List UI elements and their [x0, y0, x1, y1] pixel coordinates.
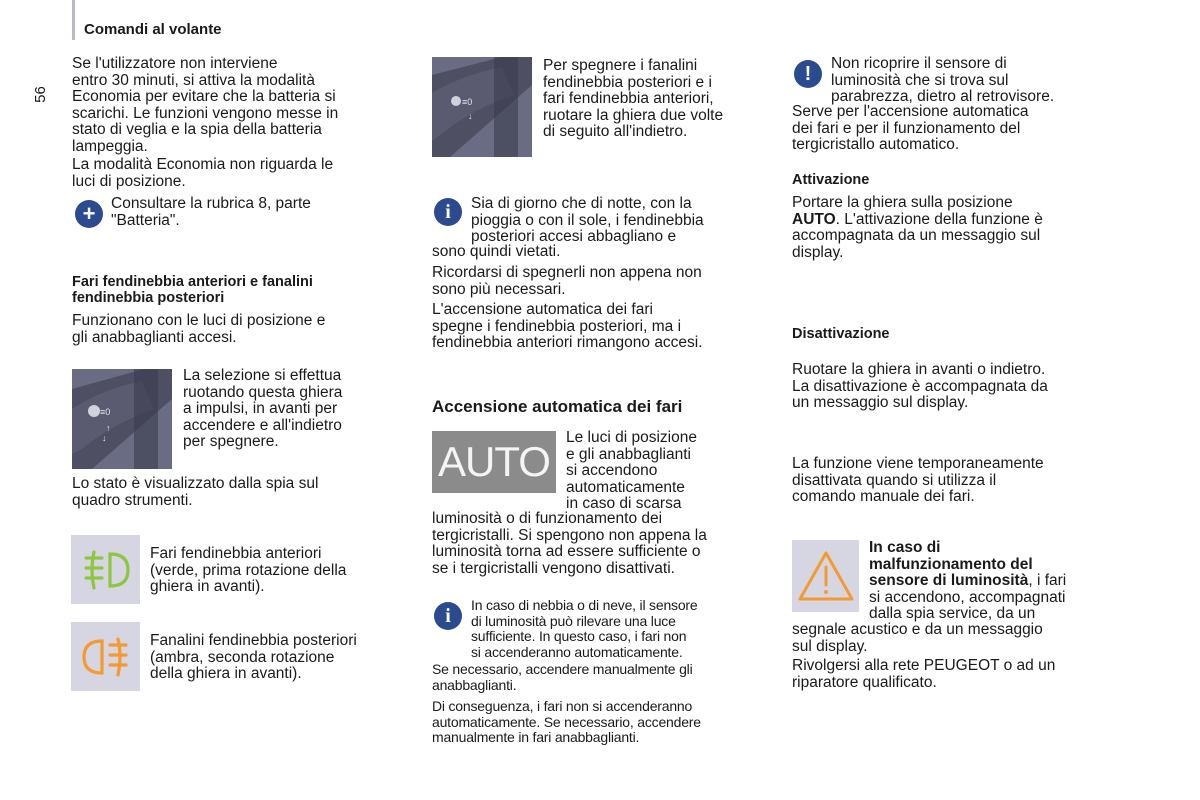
line: Sia di giorno che di notte, con la	[471, 195, 692, 212]
line: L'accensione automatica dei fari	[432, 301, 653, 318]
line: In caso di nebbia o di neve, il sensore	[471, 597, 698, 613]
line: si accendono, accompagnati	[869, 588, 1066, 606]
line: in caso di scarsa	[566, 495, 682, 512]
auto-headlights-fog-paragraph	[432, 302, 703, 352]
line: Serve per l'accensione automatica	[792, 103, 1029, 120]
line: La funzione viene temporaneamente	[792, 455, 1044, 472]
line: entro 30 minuti, si attiva la modalità	[72, 71, 315, 89]
line: Lo stato è visualizzato dalla spia sul	[72, 475, 319, 492]
line	[869, 573, 1066, 590]
line: scarichi. Le funzioni vengono messe in	[72, 104, 339, 122]
line: La disattivazione è accompagnata da	[792, 377, 1048, 395]
line: Ruotare la ghiera in avanti o indietro.	[792, 361, 1046, 378]
line: (verde, prima rotazione della	[150, 561, 347, 579]
line: Fari fendinebbia anteriori	[150, 545, 322, 562]
header-accent-bar	[72, 0, 75, 40]
line: sono più necessari.	[432, 280, 566, 298]
deactivation-paragraph	[792, 362, 1048, 412]
temporary-deactivation-paragraph	[792, 456, 1044, 506]
fog-usage-info-cont: sono quindi vietati.	[432, 243, 561, 260]
line: ghiera in avanti).	[150, 578, 265, 595]
fog-lights-paragraph	[72, 313, 325, 346]
line: Fari fendinebbia anteriori e fanalini	[72, 274, 313, 290]
line: luci di posizione.	[72, 172, 186, 190]
line: posteriori accesi abbagliano e	[471, 228, 677, 245]
deactivation-heading: Disattivazione	[792, 326, 890, 342]
line: sul display.	[792, 637, 868, 655]
line: Se necessario, accendere manualmente gli	[432, 661, 693, 677]
warning-exclamation-icon: !	[794, 60, 822, 88]
line: luminosità o di funzionamento dei	[432, 510, 663, 527]
line: segnale acustico e da un messaggio	[792, 621, 1043, 638]
line: disattivata quando si utilizza il	[792, 471, 997, 489]
line: display.	[792, 243, 844, 261]
svg-text:≡0: ≡0	[100, 407, 111, 417]
line: Le luci di posizione	[566, 429, 697, 446]
sensor-malfunction-cont	[792, 622, 1043, 655]
dealer-network-paragraph	[792, 658, 1055, 691]
info-icon: i	[434, 602, 462, 630]
section-title: Comandi al volante	[84, 21, 222, 38]
line: lampeggia.	[72, 137, 148, 155]
line: si accenderanno automaticamente.	[471, 643, 683, 660]
page-number: 56	[31, 86, 49, 103]
line: accompagnata da un messaggio sul	[792, 227, 1041, 244]
line: anabbaglianti.	[432, 676, 517, 693]
line: spegne i fendinebbia posteriori, ma i	[432, 317, 682, 335]
svg-text:↓: ↓	[102, 433, 107, 443]
fog-snow-info-cont	[432, 662, 693, 693]
line: riparatore qualificato.	[792, 673, 937, 691]
line: Ricordarsi di spegnerli non appena non	[432, 264, 702, 281]
line-rest: , i fari	[1028, 572, 1067, 589]
plus-icon: +	[75, 200, 103, 228]
line: automaticamente. Se necessario, accendere	[432, 713, 701, 730]
selection-instruction	[183, 368, 342, 451]
svg-text:↓: ↓	[468, 111, 473, 121]
line: un messaggio sul display.	[792, 394, 969, 411]
battery-reference-note	[111, 196, 311, 229]
line: malfunzionamento del	[869, 555, 1033, 573]
sensor-warning	[831, 56, 1054, 106]
line: ruotando questa ghiera	[183, 383, 343, 401]
line: In caso di	[869, 539, 941, 556]
fog-usage-info	[471, 196, 704, 246]
line: Consultare la rubrica 8, parte	[111, 195, 311, 212]
line: sufficiente. In questo caso, i fari non	[471, 628, 687, 644]
line: manualmente in fari anabbaglianti.	[432, 729, 640, 745]
line: "Batteria".	[111, 211, 180, 229]
economy-note-paragraph	[72, 157, 333, 190]
fog-lights-heading	[72, 274, 313, 306]
line: stato di veglia e la spia della batteria	[72, 121, 322, 138]
line: Di conseguenza, i fari non si accenderanno	[432, 698, 693, 714]
auto-description	[566, 430, 697, 513]
economy-paragraph	[72, 56, 338, 155]
line: Se l'utilizzatore non interviene	[72, 55, 278, 72]
line: luminosità che si trova sul	[831, 71, 1009, 89]
line: fendinebbia posteriori	[72, 290, 225, 306]
info-icon: i	[434, 198, 462, 226]
line: fari fendinebbia anteriori,	[543, 90, 714, 107]
svg-text:≡0: ≡0	[462, 97, 473, 107]
status-paragraph	[72, 476, 318, 509]
line: Per spegnere i fanalini	[543, 57, 698, 74]
line: Non ricoprire il sensore di	[831, 55, 1007, 72]
front-fog-description	[150, 546, 346, 596]
line: comando manuale dei fari.	[792, 488, 975, 505]
line: Fanalini fendinebbia posteriori	[150, 632, 357, 649]
line: dalla spia service, da un	[869, 605, 1036, 622]
auto-description-cont	[432, 511, 707, 577]
line: ruotare la ghiera due volte	[543, 106, 724, 124]
line	[792, 212, 1043, 229]
svg-text:↑: ↑	[106, 423, 111, 433]
line: si accendono	[566, 462, 658, 479]
line: per spegnere.	[183, 433, 279, 450]
activation-heading: Attivazione	[792, 172, 870, 188]
line: (ambra, seconda rotazione	[150, 648, 335, 666]
activation-paragraph	[792, 195, 1043, 261]
line: Rivolgersi alla rete PEUGEOT o ad un	[792, 657, 1056, 674]
line: tergicristalli. Si spengono non appena la	[432, 526, 707, 544]
line: La modalità Economia non riguarda le	[72, 156, 334, 173]
line: Portare la ghiera sulla posizione	[792, 194, 1013, 211]
line-rest: . L'attivazione della funzione è	[835, 210, 1043, 228]
line: della ghiera in avanti).	[150, 665, 302, 682]
line: automaticamente	[566, 478, 685, 496]
sensor-warning-cont	[792, 104, 1028, 154]
rear-fog-light-icon	[71, 622, 140, 691]
rear-fog-description	[150, 633, 357, 683]
line: parabrezza, dietro al retrovisore.	[831, 88, 1055, 105]
line: La selezione si effettua	[183, 367, 342, 384]
auto-button-icon: AUTO	[432, 431, 556, 493]
line: di seguito all'indietro.	[543, 123, 688, 140]
line: a impulsi, in avanti per	[183, 400, 338, 417]
line: quadro strumenti.	[72, 491, 193, 509]
line: accendere e all'indietro	[183, 416, 342, 434]
turn-off-instruction	[543, 58, 723, 141]
line: Economia per evitare che la batteria si	[72, 88, 336, 105]
line: fendinebbia posteriori e i	[543, 73, 712, 91]
front-fog-light-icon	[71, 535, 140, 604]
line: pioggia o con il sole, i fendinebbia	[471, 211, 704, 229]
malfunction-keyword: sensore di luminosità	[869, 572, 1029, 589]
line: di luminosità può rilevare una luce	[471, 612, 676, 629]
light-stalk-photo-2	[432, 57, 532, 157]
line: tergicristallo automatico.	[792, 136, 960, 153]
line: gli anabbaglianti accesi.	[72, 328, 237, 346]
line: dei fari e per il funzionamento del	[792, 119, 1021, 137]
fog-snow-info	[471, 598, 697, 660]
line: Funzionano con le luci di posizione e	[72, 312, 326, 329]
reminder-paragraph	[432, 265, 702, 298]
consequence-info	[432, 699, 701, 746]
light-stalk-photo	[72, 369, 172, 469]
line: se i tergicristalli vengono disattivati.	[432, 559, 675, 577]
warning-triangle-icon	[792, 540, 859, 612]
line: fendinebbia anteriori rimangono accesi.	[432, 334, 703, 351]
sensor-malfunction-text	[869, 540, 1066, 623]
auto-keyword: AUTO	[792, 210, 836, 228]
line: e gli anabbaglianti	[566, 445, 691, 463]
auto-headlights-heading: Accensione automatica dei fari	[432, 397, 683, 416]
line: luminosità torna ad essere sufficiente o	[432, 543, 701, 560]
